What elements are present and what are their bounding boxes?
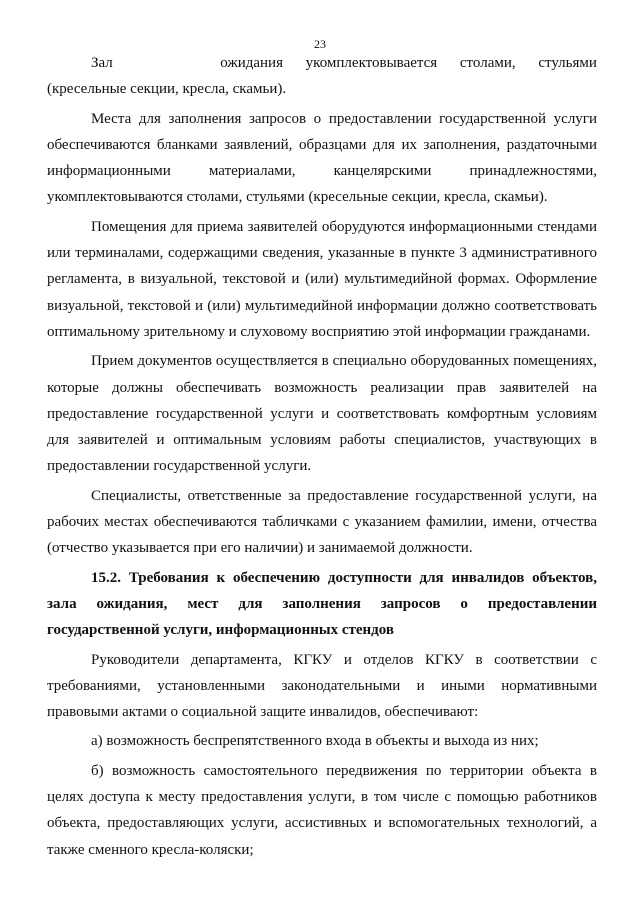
list-item-b: б) возможность самостоятельного передвижения по территории объекта в целях доступа к месту предоставления услуги, в том числе с помощью работников объекта, предоставляющих услуги, ассистивных и вспомогательных технологий, а также сменного кресла-коляски; <box>47 762 597 858</box>
word: укомплектовывается <box>305 55 438 71</box>
word: ожидания <box>220 55 283 71</box>
paragraph-specialists: Специалисты, ответственные за предоставление государственной услуги, на рабочих местах обеспечиваются табличками с указанием фамилии, имени, отчества (отчество указывается при его наличии) и занимаемой должности. <box>47 487 597 557</box>
word: стульями <box>538 55 597 71</box>
word-zal: Зал <box>91 55 113 71</box>
waiting-hall-first-line <box>47 50 597 76</box>
paragraph-waiting-hall <box>47 50 597 103</box>
paragraph-request-places: Места для заполнения запросов о предоставлении государственной услуги обеспечиваются бланками заявлений, образцами для их заполнения, раздаточными информационными материалами, канцелярскими принадлежностями, укомплектовываются столами, стульями (кресельные секции, кресла, скамьи). <box>47 110 597 206</box>
list-item-a: а) возможность беспрепятственного входа в объекты и выхода из них; <box>91 733 539 750</box>
section-heading-15-2: 15.2. Требования к обеспечению доступности для инвалидов объектов, зала ожидания, мест для заполнения запросов о предоставлении государственной услуги, информационных стендов <box>47 569 597 639</box>
page-number: 23 <box>314 37 326 51</box>
word: столами, <box>459 55 516 71</box>
paragraph-managers-ensure: Руководители департамента, КГКУ и отделов КГКУ в соответствии с требованиями, установленными законодательными и иными нормативными правовыми актами о социальной защите инвалидов, обеспечивают: <box>47 651 597 721</box>
waiting-hall-continuation: (кресельные секции, кресла, скамьи). <box>47 81 287 98</box>
paragraph-reception-premises: Помещения для приема заявителей оборудуются информационными стендами или терминалами, содержащими сведения, указанные в пункте 3 административного регламента, в визуальной, текстовой и (или) мультимедийной формах. Оформление визуальной, текстовой и (или) мультимедийной информации должно соответствовать оптимальному зрительному и слуховому восприятию этой информации гражданами. <box>47 218 597 340</box>
paragraph-document-reception: Прием документов осуществляется в специально оборудованных помещениях, которые должны обеспечивать возможность реализации прав заявителей на предоставление государственной услуги и соответствовать комфортным условиям для заявителей и оптимальным условиям работы специалистов, участвующих в предоставлении государственной услуги. <box>47 353 597 475</box>
document-body <box>47 50 597 866</box>
